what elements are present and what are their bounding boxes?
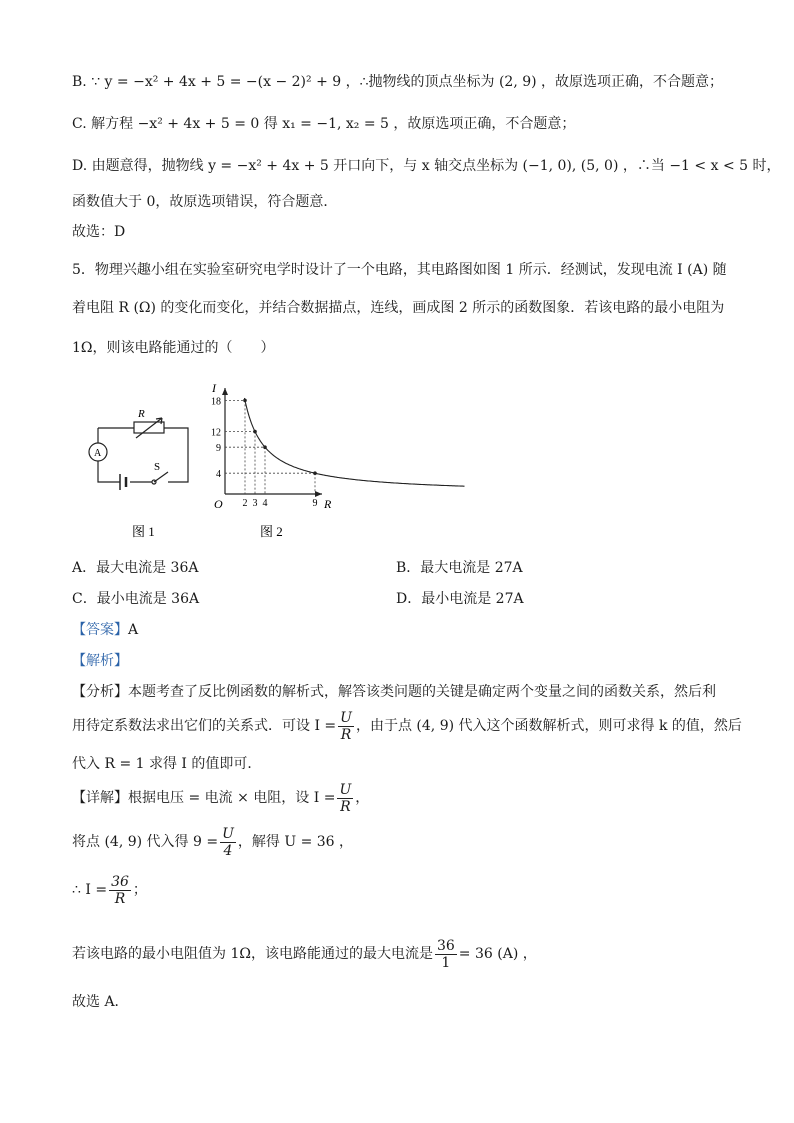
fenxi-label: 【分析】 bbox=[72, 684, 128, 700]
substitution-text-b: ，解得 U = 36 ， bbox=[237, 834, 354, 850]
fraction-u-over-r-2: $\frac{U}{R}$ bbox=[339, 781, 352, 815]
option-b: B．最大电流是 27A bbox=[396, 560, 523, 576]
x-tick-label: 9 bbox=[312, 498, 318, 509]
switch-icon bbox=[154, 472, 168, 482]
fenxi-text2b: ，由于点 (4, 9) 代入这个函数解析式，则可求得 k 的值，然后 bbox=[355, 718, 742, 734]
max-current-text-a: 若该电路的最小电阻值为 1Ω，该电路能通过的最大电流是 bbox=[72, 946, 433, 962]
x-tick-label: 4 bbox=[262, 498, 268, 509]
substitution-text-a: 将点 (4, 9) 代入得 9 = bbox=[72, 834, 219, 850]
x-tick-label: 2 bbox=[242, 498, 248, 509]
substitution-line bbox=[72, 824, 353, 860]
option-c: C．最小电流是 36A bbox=[72, 591, 200, 607]
fenxi-line3: 代入 R = 1 求得 I 的值即可． bbox=[72, 756, 262, 772]
fenxi-line1 bbox=[72, 682, 716, 702]
data-point bbox=[243, 399, 247, 403]
solution-option-d-line1: D. 由题意得，抛物线 y = −x² + 4x + 5 开口向下，与 x 轴交点坐标为 (−1, 0), (5, 0) ，∴当 −1 < x < 5 时， bbox=[72, 158, 781, 174]
therefore-line bbox=[72, 872, 147, 908]
answer-value: A bbox=[128, 622, 139, 638]
max-current-text-b: = 36 (A) ， bbox=[458, 946, 537, 962]
data-point bbox=[253, 430, 257, 434]
final-choice: 故选 A． bbox=[72, 994, 129, 1010]
fenxi-line2 bbox=[72, 708, 742, 744]
fenxi-text1: 本题考查了反比例函数的解析式，解答该类问题的关键是确定两个变量之间的函数关系，然后利 bbox=[128, 684, 716, 700]
inverse-graph bbox=[211, 388, 465, 509]
fenxi-text2a: 用待定系数法求出它们的关系式．可设 I = bbox=[72, 718, 337, 734]
y-tick-label: 9 bbox=[216, 443, 221, 455]
origin-label: O bbox=[214, 497, 223, 511]
y-tick-label: 12 bbox=[211, 427, 221, 439]
xiangjie-label: 【详解】 bbox=[72, 790, 128, 806]
circuit-and-graph bbox=[80, 382, 340, 542]
x-axis-arrow-icon bbox=[315, 491, 322, 497]
data-point bbox=[263, 445, 267, 449]
x-tick-label: 3 bbox=[252, 498, 258, 509]
figure2-caption: 图 2 bbox=[260, 524, 283, 539]
xiangjie-text1b: ， bbox=[355, 790, 370, 806]
question-5-line3: 1Ω，则该电路能通过的（ ） bbox=[72, 340, 275, 356]
max-current-line bbox=[72, 936, 537, 972]
circuit-diagram bbox=[89, 418, 188, 490]
option-d: D．最小电流是 27A bbox=[396, 591, 524, 607]
fraction-36-over-1: $\frac{36}{1}$ bbox=[436, 937, 455, 971]
question-5-line1: 5．物理兴趣小组在实验室研究电学时设计了一个电路，其电路图如图 1 所示．经测试，发现电流 I (A) 随 bbox=[72, 262, 727, 278]
solution-option-b: B. ∵ y = −x² + 4x + 5 = −(x − 2)² + 9 ，∴抛物线的顶点坐标为 (2, 9) ，故原选项正确，不合题意； bbox=[72, 74, 724, 90]
fraction-36-over-r: $\frac{36}{R}$ bbox=[111, 873, 129, 907]
fraction-u-over-r: $\frac{U}{R}$ bbox=[340, 709, 352, 743]
x-axis-label: R bbox=[324, 497, 332, 511]
analysis-label: 【解析】 bbox=[72, 653, 128, 669]
resistor-label: R bbox=[138, 408, 145, 420]
y-axis-label: I bbox=[212, 381, 216, 395]
answer-row bbox=[72, 620, 138, 640]
fraction-u-over-4: $\frac{U}{4}$ bbox=[222, 825, 234, 859]
figures bbox=[80, 382, 340, 542]
therefore-text-b: ； bbox=[132, 882, 147, 898]
figure1-caption: 图 1 bbox=[132, 524, 155, 539]
choose-d: 故选：D bbox=[72, 224, 126, 240]
solution-option-c: C. 解方程 −x² + 4x + 5 = 0 得 x₁ = −1, x₂ = 5 ，故原选项正确，不合题意； bbox=[72, 116, 576, 132]
y-tick-label: 18 bbox=[211, 396, 221, 408]
y-axis-arrow-icon bbox=[222, 388, 228, 395]
xiangjie-text1a: 根据电压 = 电流 × 电阻，设 I = bbox=[128, 790, 336, 806]
therefore-text-a: ∴ I = bbox=[72, 882, 108, 898]
switch-label: S bbox=[154, 461, 161, 473]
question-5-line2: 着电阻 R (Ω) 的变化而变化，并结合数据描点，连线，画成图 2 所示的函数图象．若该电路的最小电阻为 bbox=[72, 300, 725, 316]
data-point bbox=[313, 471, 317, 475]
solution-option-d-line2: 函数值大于 0，故原选项错误，符合题意． bbox=[72, 194, 338, 210]
answer-label: 【答案】 bbox=[72, 622, 128, 638]
option-a: A．最大电流是 36A bbox=[72, 560, 199, 576]
ammeter-label: A bbox=[94, 448, 102, 459]
xiangjie-line1 bbox=[72, 780, 369, 816]
y-tick-label: 4 bbox=[216, 469, 221, 481]
